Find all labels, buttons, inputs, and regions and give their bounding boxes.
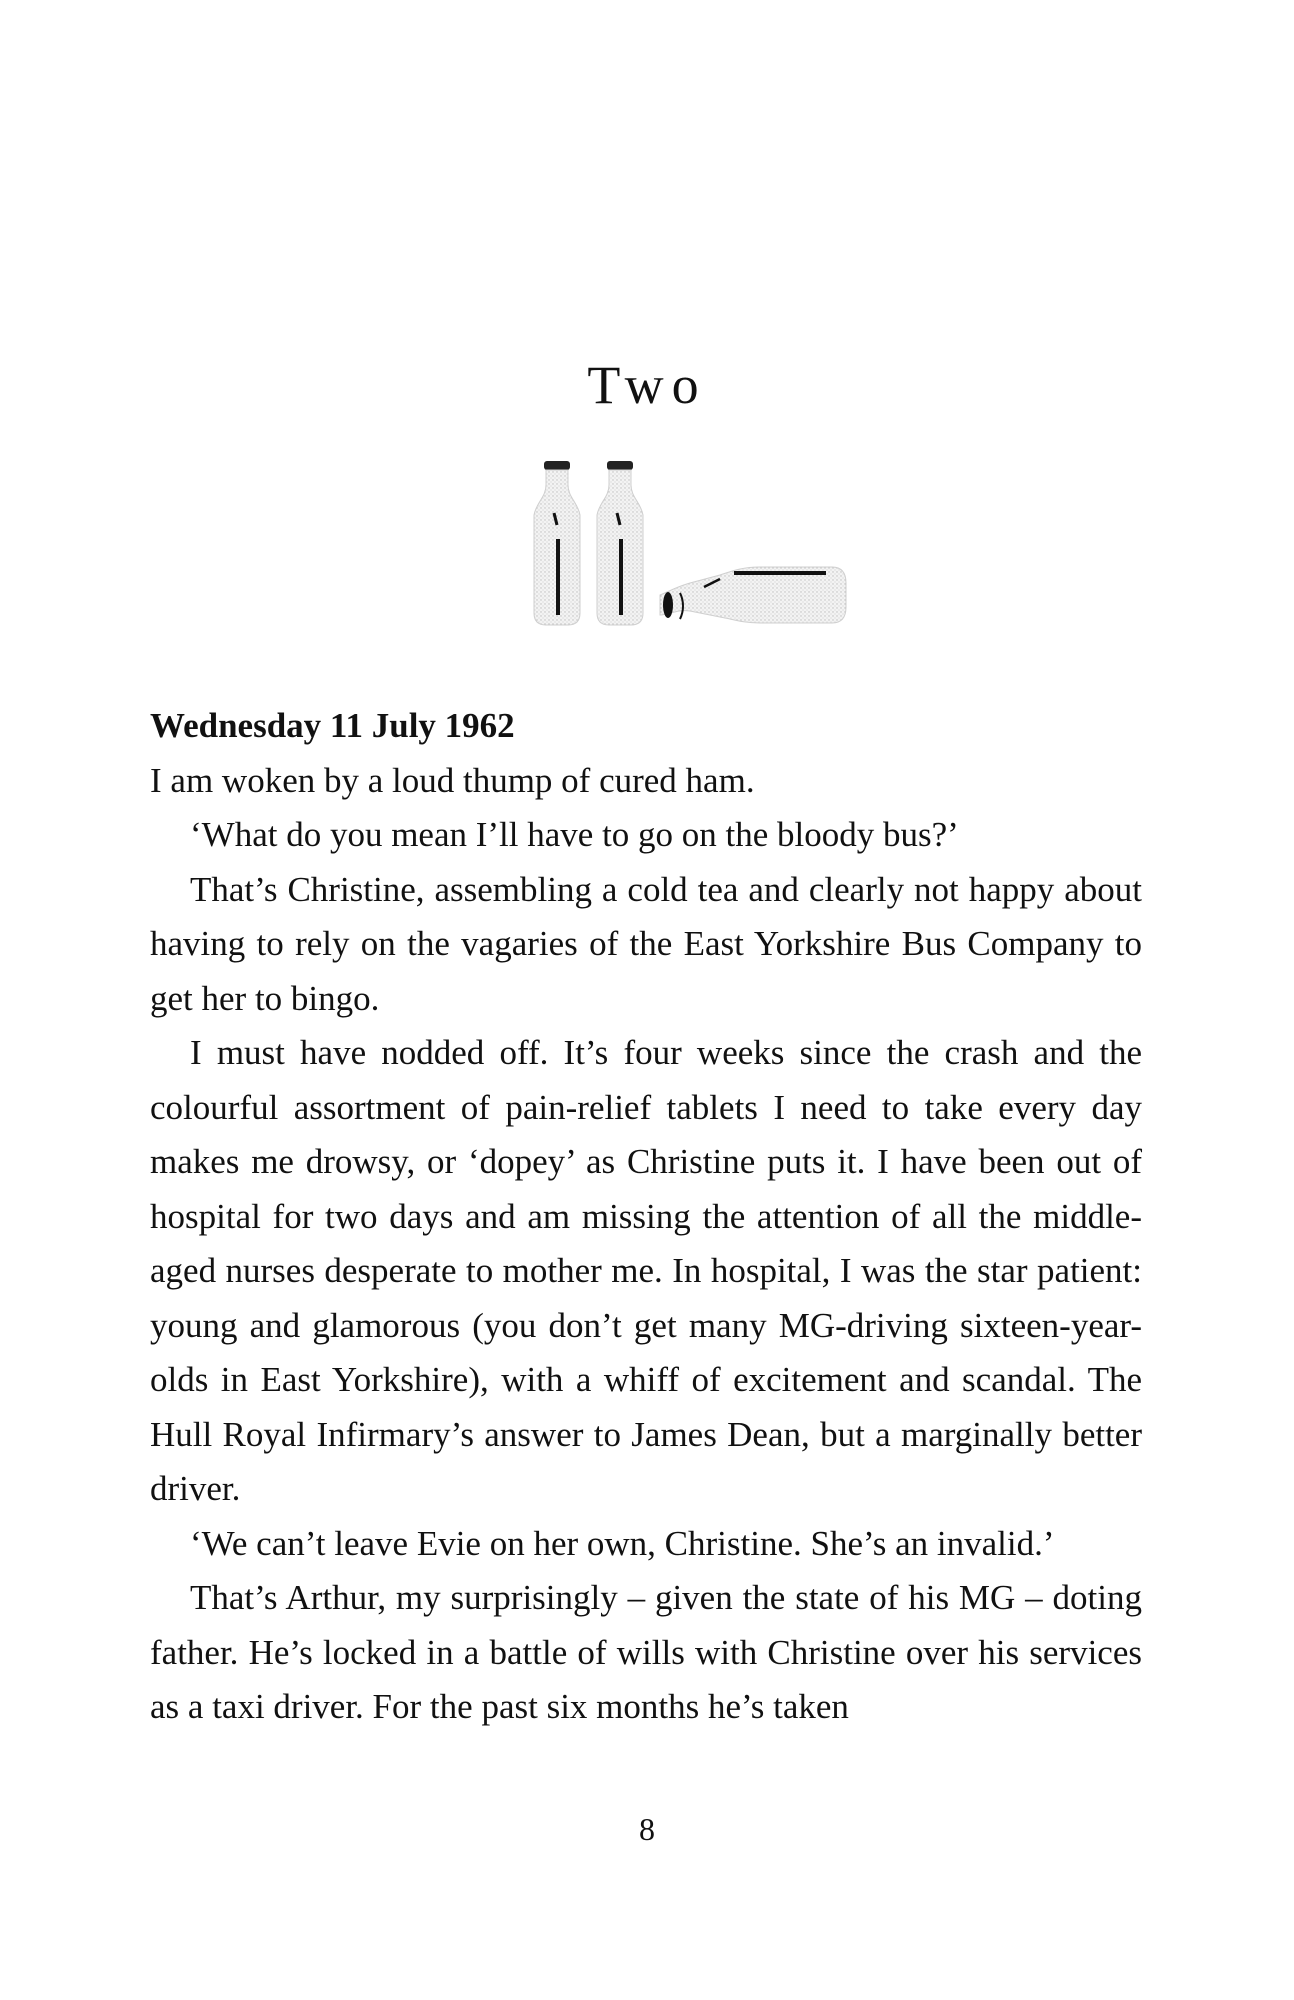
paragraph: That’s Arthur, my surprisingly – given the state of his MG – doting father. He’s locked in a battle of wills with Christine over his services as a taxi driver. For the past six months he’s taken bbox=[150, 1578, 1142, 1726]
milk-bottles-icon bbox=[520, 455, 850, 630]
paragraph: I am woken by a loud thump of cured ham. bbox=[150, 760, 755, 800]
paragraph: ‘We can’t leave Evie on her own, Christine. She’s an invalid.’ bbox=[190, 1523, 1055, 1563]
paragraph: That’s Christine, assembling a cold tea and clearly not happy about having to rely on the vagaries of the East Yorkshire Bus Company to get her to bingo. bbox=[150, 869, 1142, 1018]
entry-date-heading: Wednesday 11 July 1962 bbox=[150, 706, 515, 745]
body-text bbox=[150, 699, 1142, 1735]
bottle-upright-middle bbox=[597, 461, 643, 625]
bottle-upright-left bbox=[534, 461, 580, 625]
paragraph: I must have nodded off. It’s four weeks since the crash and the colourful assortment of pain-relief tablets I need to take every day makes me drowsy, or ‘dopey’ as Christine puts it. I have been out of hospital for two days and am missing the attention of all the middle-aged nurses desperate to mother me. In hospital, I was the star patient: young and glamorous (you don’t get many MG-driving sixteen-year-olds in East Yorkshire), with a whiff of excitement and scandal. The Hull Royal Infirmary’s answer to James Dean, but a marginally better driver. bbox=[150, 1033, 1142, 1508]
chapter-title: Two bbox=[587, 355, 707, 415]
paragraph: ‘What do you mean I’ll have to go on the bloody bus?’ bbox=[190, 815, 959, 854]
bottle-lying bbox=[660, 567, 846, 623]
page-number: 8 bbox=[639, 1811, 655, 1847]
